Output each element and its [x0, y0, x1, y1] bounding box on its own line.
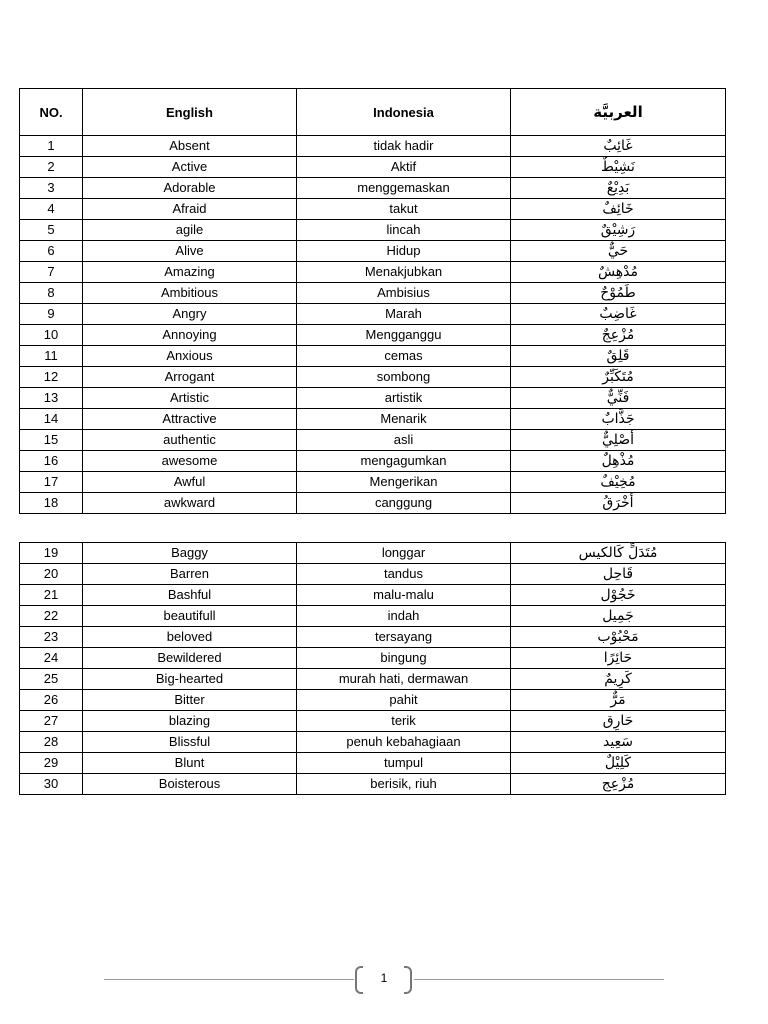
page-bracket-right [404, 966, 412, 994]
cell-english: authentic [83, 430, 297, 451]
cell-indonesia: Mengganggu [297, 325, 511, 346]
table-row [20, 262, 726, 283]
cell-indonesia: longgar [297, 543, 511, 564]
cell-english: Afraid [83, 199, 297, 220]
vocabulary-table-2 [19, 542, 726, 795]
cell-number: 23 [20, 627, 83, 648]
cell-arabic: قَاحِل [511, 564, 726, 585]
table-row [20, 543, 726, 564]
cell-indonesia: tersayang [297, 627, 511, 648]
cell-english: Adorable [83, 178, 297, 199]
table-row [20, 430, 726, 451]
cell-english: beautifull [83, 606, 297, 627]
table-row [20, 367, 726, 388]
cell-indonesia: bingung [297, 648, 511, 669]
table-row [20, 388, 726, 409]
cell-number: 11 [20, 346, 83, 367]
cell-indonesia: Menakjubkan [297, 262, 511, 283]
cell-indonesia: pahit [297, 690, 511, 711]
table-row [20, 564, 726, 585]
cell-english: Arrogant [83, 367, 297, 388]
table-row [20, 157, 726, 178]
cell-number: 5 [20, 220, 83, 241]
cell-indonesia: lincah [297, 220, 511, 241]
cell-english: Baggy [83, 543, 297, 564]
cell-arabic: غَائِبٌ [511, 136, 726, 157]
cell-arabic: أَصْلِيٌّ [511, 430, 726, 451]
cell-english: Bitter [83, 690, 297, 711]
cell-arabic: حَائِرًا [511, 648, 726, 669]
table-body-1 [20, 136, 726, 514]
table-row [20, 451, 726, 472]
cell-number: 20 [20, 564, 83, 585]
cell-english: beloved [83, 627, 297, 648]
cell-indonesia: penuh kebahagiaan [297, 732, 511, 753]
table-row [20, 241, 726, 262]
cell-arabic: غَاضِبٌ [511, 304, 726, 325]
table-row [20, 627, 726, 648]
cell-arabic: فَنِّيٌّ [511, 388, 726, 409]
cell-number: 26 [20, 690, 83, 711]
footer-line-left [104, 979, 354, 980]
cell-arabic: مُخِيْفٌ [511, 472, 726, 493]
cell-number: 30 [20, 774, 83, 795]
table-row [20, 409, 726, 430]
cell-arabic: قَلِقٌ [511, 346, 726, 367]
cell-indonesia: berisik, riuh [297, 774, 511, 795]
cell-number: 24 [20, 648, 83, 669]
cell-arabic: كَرِيمٌ [511, 669, 726, 690]
cell-arabic: أَخْرَقُ [511, 493, 726, 514]
cell-number: 16 [20, 451, 83, 472]
cell-arabic: مُدْهِشٌ [511, 262, 726, 283]
cell-arabic: مُتَكَبِّرٌ [511, 367, 726, 388]
cell-number: 12 [20, 367, 83, 388]
cell-indonesia: tumpul [297, 753, 511, 774]
cell-indonesia: sombong [297, 367, 511, 388]
cell-english: Active [83, 157, 297, 178]
cell-number: 9 [20, 304, 83, 325]
cell-english: agile [83, 220, 297, 241]
cell-english: Blunt [83, 753, 297, 774]
cell-indonesia: tidak hadir [297, 136, 511, 157]
cell-indonesia: menggemaskan [297, 178, 511, 199]
cell-number: 17 [20, 472, 83, 493]
cell-arabic: حَارِق [511, 711, 726, 732]
footer-line-right [414, 979, 664, 980]
cell-english: Big-hearted [83, 669, 297, 690]
cell-arabic: نَشِيْطٌ [511, 157, 726, 178]
cell-number: 2 [20, 157, 83, 178]
table-row [20, 346, 726, 367]
cell-indonesia: Hidup [297, 241, 511, 262]
cell-number: 13 [20, 388, 83, 409]
table-row [20, 304, 726, 325]
cell-indonesia: asli [297, 430, 511, 451]
cell-number: 14 [20, 409, 83, 430]
cell-number: 15 [20, 430, 83, 451]
cell-english: Bashful [83, 585, 297, 606]
cell-arabic: خَجُوْل [511, 585, 726, 606]
cell-indonesia: murah hati, dermawan [297, 669, 511, 690]
cell-arabic: مُذْهِلٌ [511, 451, 726, 472]
table-row [20, 711, 726, 732]
cell-arabic: مُزْعِج [511, 774, 726, 795]
page-bracket-left [355, 966, 363, 994]
cell-english: Attractive [83, 409, 297, 430]
cell-indonesia: malu-malu [297, 585, 511, 606]
table-row [20, 493, 726, 514]
cell-indonesia: takut [297, 199, 511, 220]
header-english: English [83, 89, 297, 136]
cell-number: 6 [20, 241, 83, 262]
cell-arabic: مَحْبُوْب [511, 627, 726, 648]
cell-arabic: خَائِفٌ [511, 199, 726, 220]
cell-arabic: حَيٌّ [511, 241, 726, 262]
cell-arabic: كَلِيْلٌ [511, 753, 726, 774]
cell-indonesia: Menarik [297, 409, 511, 430]
cell-number: 29 [20, 753, 83, 774]
table-row [20, 648, 726, 669]
cell-arabic: مُتَدَلٍّ كَالكيس [511, 543, 726, 564]
cell-english: Artistic [83, 388, 297, 409]
table-row [20, 325, 726, 346]
table-row [20, 220, 726, 241]
cell-indonesia: Mengerikan [297, 472, 511, 493]
table-row [20, 199, 726, 220]
cell-indonesia: mengagumkan [297, 451, 511, 472]
cell-indonesia: cemas [297, 346, 511, 367]
cell-english: Bewildered [83, 648, 297, 669]
cell-english: Alive [83, 241, 297, 262]
cell-arabic: جَذَّابٌ [511, 409, 726, 430]
cell-english: Barren [83, 564, 297, 585]
header-arabic: العربيَّة [511, 89, 726, 136]
cell-number: 3 [20, 178, 83, 199]
cell-number: 10 [20, 325, 83, 346]
table-row [20, 136, 726, 157]
cell-number: 25 [20, 669, 83, 690]
cell-english: awesome [83, 451, 297, 472]
cell-number: 18 [20, 493, 83, 514]
table-row [20, 753, 726, 774]
cell-number: 8 [20, 283, 83, 304]
cell-english: Ambitious [83, 283, 297, 304]
cell-number: 19 [20, 543, 83, 564]
cell-indonesia: artistik [297, 388, 511, 409]
cell-arabic: بَدِيْعٌ [511, 178, 726, 199]
page-number: 1 [380, 971, 388, 985]
header-indonesia: Indonesia [297, 89, 511, 136]
table-row [20, 472, 726, 493]
table-row [20, 774, 726, 795]
table-row [20, 732, 726, 753]
cell-english: Absent [83, 136, 297, 157]
table-row [20, 606, 726, 627]
cell-arabic: رَشِيْقٌ [511, 220, 726, 241]
cell-indonesia: Ambisius [297, 283, 511, 304]
table-row [20, 585, 726, 606]
table-row [20, 669, 726, 690]
cell-arabic: طَمُوْحٌ [511, 283, 726, 304]
cell-english: Anxious [83, 346, 297, 367]
vocabulary-table-1 [19, 88, 726, 514]
cell-indonesia: Marah [297, 304, 511, 325]
cell-number: 21 [20, 585, 83, 606]
cell-english: awkward [83, 493, 297, 514]
cell-number: 1 [20, 136, 83, 157]
cell-english: Annoying [83, 325, 297, 346]
cell-number: 22 [20, 606, 83, 627]
cell-english: Angry [83, 304, 297, 325]
cell-number: 28 [20, 732, 83, 753]
cell-indonesia: indah [297, 606, 511, 627]
header-no: NO. [20, 89, 83, 136]
cell-indonesia: canggung [297, 493, 511, 514]
table-body-2 [20, 543, 726, 795]
table-row [20, 283, 726, 304]
cell-english: blazing [83, 711, 297, 732]
cell-indonesia: terik [297, 711, 511, 732]
cell-arabic: مَرٌّ [511, 690, 726, 711]
cell-number: 7 [20, 262, 83, 283]
cell-indonesia: tandus [297, 564, 511, 585]
cell-english: Boisterous [83, 774, 297, 795]
cell-indonesia: Aktif [297, 157, 511, 178]
table-row [20, 690, 726, 711]
cell-arabic: سَعِيد [511, 732, 726, 753]
cell-number: 27 [20, 711, 83, 732]
cell-arabic: مُزْعِجٌ [511, 325, 726, 346]
cell-english: Blissful [83, 732, 297, 753]
cell-number: 4 [20, 199, 83, 220]
cell-english: Awful [83, 472, 297, 493]
cell-english: Amazing [83, 262, 297, 283]
table-header-row [20, 89, 726, 136]
cell-arabic: جَمِيل [511, 606, 726, 627]
table-row [20, 178, 726, 199]
